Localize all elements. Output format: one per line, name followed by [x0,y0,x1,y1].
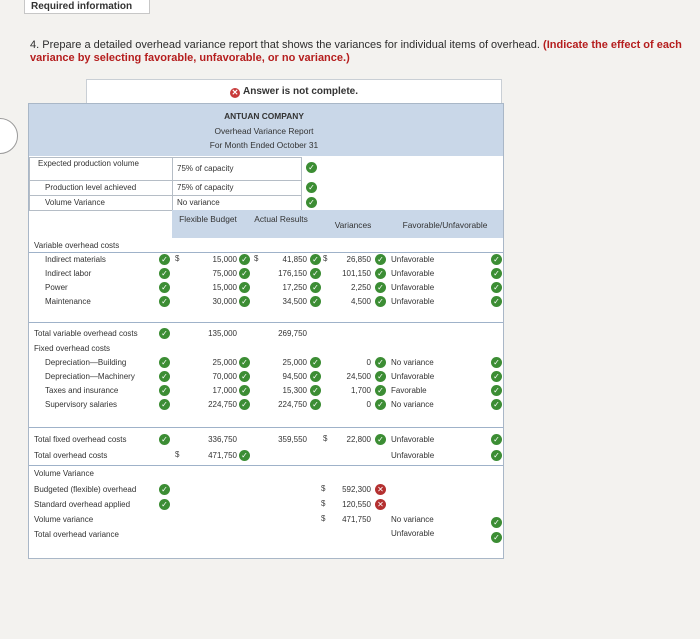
dollar-sign: $ [323,254,328,263]
actual-value: 34,500 [282,297,307,306]
check-icon: ✓ [491,517,502,528]
check-icon: ✓ [159,499,170,510]
flex-value: 15,000 [212,255,237,264]
check-icon: ✓ [491,371,502,382]
volume-variance-label: Volume Variance [45,198,105,207]
check-icon: ✓ [239,399,250,410]
cross-icon: ✕ [375,484,386,495]
check-icon: ✓ [310,282,321,293]
dollar-sign: $ [321,484,326,493]
actual-value: 17,250 [282,283,307,292]
row-divider [29,427,503,428]
report-period: For Month Ended October 31 [209,140,319,150]
check-icon: ✓ [159,282,170,293]
check-icon: ✓ [159,371,170,382]
fav-value: Unfavorable [391,372,435,381]
check-icon: ✓ [159,254,170,265]
total-fixed-fav: Unfavorable [391,435,435,444]
check-icon: ✓ [310,268,321,279]
check-icon: ✓ [491,434,502,445]
check-icon: ✓ [159,385,170,396]
actual-value: 224,750 [278,400,307,409]
company-name: ANTUAN COMPANY [224,111,304,121]
variance-value: 0 [366,400,371,409]
fav-value: No variance [391,400,434,409]
check-icon: ✓ [239,296,250,307]
check-icon: ✓ [310,254,321,265]
check-icon: ✓ [491,450,502,461]
check-icon: ✓ [239,268,250,279]
check-icon: ✓ [375,357,386,368]
report-title: Overhead Variance Report [214,126,314,136]
check-icon: ✓ [491,385,502,396]
overhead-report-sheet [28,103,504,559]
check-icon: ✓ [159,268,170,279]
check-icon: ✓ [306,197,317,208]
check-icon: ✓ [491,296,502,307]
total-fixed-label: Total fixed overhead costs [34,435,127,444]
fav-value: Unfavorable [391,255,435,264]
check-icon: ✓ [310,357,321,368]
total-overhead-fav: Unfavorable [391,451,435,460]
actual-value: 15,300 [282,386,307,395]
total-variable-actual: 269,750 [278,329,307,338]
row-label: Taxes and insurance [45,386,119,395]
volume-variance-row-value: 471,750 [342,515,371,524]
volume-variance-value: No variance [177,198,220,207]
check-icon: ✓ [159,399,170,410]
check-icon: ✓ [159,484,170,495]
fav-value: Unfavorable [391,297,435,306]
check-icon: ✓ [375,434,386,445]
check-icon: ✓ [375,268,386,279]
row-label: Indirect materials [45,255,106,264]
volume-section-label: Volume Variance [34,469,94,478]
expected-volume-value: 75% of capacity [177,164,234,173]
variable-heading: Variable overhead costs [34,241,120,250]
check-icon: ✓ [491,357,502,368]
check-icon: ✓ [239,450,250,461]
question-text [30,39,685,65]
check-icon: ✓ [159,357,170,368]
answer-status-banner [86,79,502,104]
check-icon: ✓ [375,254,386,265]
flex-value: 25,000 [212,358,237,367]
check-icon: ✓ [491,282,502,293]
question-body: Prepare a detailed overhead variance report that shows the variances for individual items of overhead. [42,39,540,51]
check-icon: ✓ [491,399,502,410]
check-icon: ✓ [375,385,386,396]
question-instruction: (Indicate the effect of each variance by selecting favorable, unfavorable, or no variance.) [30,39,682,64]
check-icon: ✓ [310,371,321,382]
flex-value: 30,000 [212,297,237,306]
row-label: Maintenance [45,297,91,306]
actual-value: 176,150 [278,269,307,278]
budgeted-overhead-label: Budgeted (flexible) overhead [34,485,137,494]
check-icon: ✓ [159,328,170,339]
check-icon: ✓ [310,296,321,307]
actual-value: 94,500 [282,372,307,381]
variance-value: 24,500 [346,372,371,381]
row-divider [29,322,503,323]
variance-value: 101,150 [342,269,371,278]
variance-value: 26,850 [346,255,371,264]
flex-value: 70,000 [212,372,237,381]
side-nav-circle[interactable] [0,118,18,154]
total-fixed-variance: 22,800 [346,435,371,444]
check-icon: ✓ [239,357,250,368]
check-icon: ✓ [306,182,317,193]
fixed-heading: Fixed overhead costs [34,344,111,353]
total-overhead-label: Total overhead costs [34,451,108,460]
check-icon: ✓ [159,434,170,445]
check-icon: ✓ [239,282,250,293]
row-divider [29,252,503,253]
question-number: 4. [30,39,40,51]
total-variable-label: Total variable overhead costs [34,329,138,338]
dollar-sign: $ [175,450,180,459]
check-icon: ✓ [491,254,502,265]
cross-icon: ✕ [375,499,386,510]
incomplete-icon: ✕ [231,88,239,97]
flexible-budget-header: Flexible Budget [179,214,237,224]
budgeted-overhead-value: 592,300 [342,485,371,494]
check-icon: ✓ [310,385,321,396]
variance-value: 0 [366,358,371,367]
row-label: Power [45,283,68,292]
check-icon: ✓ [375,296,386,307]
standard-overhead-label: Standard overhead applied [34,500,131,509]
dollar-sign: $ [321,499,326,508]
fav-value: Unfavorable [391,283,435,292]
check-icon: ✓ [239,385,250,396]
row-label: Depreciation—Machinery [45,372,135,381]
flex-value: 15,000 [212,283,237,292]
check-icon: ✓ [306,162,317,173]
variance-value: 4,500 [350,297,371,306]
production-level-value: 75% of capacity [177,183,234,192]
standard-overhead-value: 120,550 [342,500,371,509]
fav-value: No variance [391,358,434,367]
check-icon: ✓ [310,399,321,410]
total-variance-fav: Unfavorable [391,529,435,538]
dollar-sign: $ [254,254,259,263]
favorable-header: Favorable/Unfavorable [402,220,488,230]
actual-value: 25,000 [282,358,307,367]
fav-value: Unfavorable [391,269,435,278]
dollar-sign: $ [323,434,328,443]
total-fixed-actual: 359,550 [278,435,307,444]
required-information-tab[interactable]: Required information [24,0,150,14]
row-divider [29,465,503,466]
actual-value: 41,850 [282,255,307,264]
production-level-label: Production level achieved [45,183,137,192]
fav-value: Favorable [391,386,427,395]
dollar-sign: $ [175,254,180,263]
check-icon: ✓ [159,296,170,307]
total-overhead-flex: 471,750 [208,451,237,460]
check-icon: ✓ [239,254,250,265]
row-label: Supervisory salaries [45,400,118,409]
total-variable-flex: 135,000 [208,329,237,338]
flex-value: 17,000 [212,386,237,395]
total-variance-label: Total overhead variance [34,530,119,539]
expected-volume-label: Expected production volume [38,159,139,168]
check-icon: ✓ [375,399,386,410]
answer-status-text: Answer is not complete. [242,86,359,97]
check-icon: ✓ [491,532,502,543]
flex-value: 75,000 [212,269,237,278]
actual-results-header: Actual Results [254,214,308,224]
volume-variance-row-label: Volume variance [34,515,94,524]
row-label: Depreciation—Building [45,358,127,367]
flex-value: 224,750 [208,400,237,409]
check-icon: ✓ [491,268,502,279]
check-icon: ✓ [239,371,250,382]
volume-variance-row-fav: No variance [391,515,434,524]
variance-value: 2,250 [350,283,371,292]
check-icon: ✓ [375,371,386,382]
dollar-sign: $ [321,514,326,523]
total-fixed-flex: 336,750 [208,435,237,444]
check-icon: ✓ [375,282,386,293]
variance-value: 1,700 [350,386,371,395]
variances-header: Variances [334,220,372,230]
row-label: Indirect labor [45,269,92,278]
